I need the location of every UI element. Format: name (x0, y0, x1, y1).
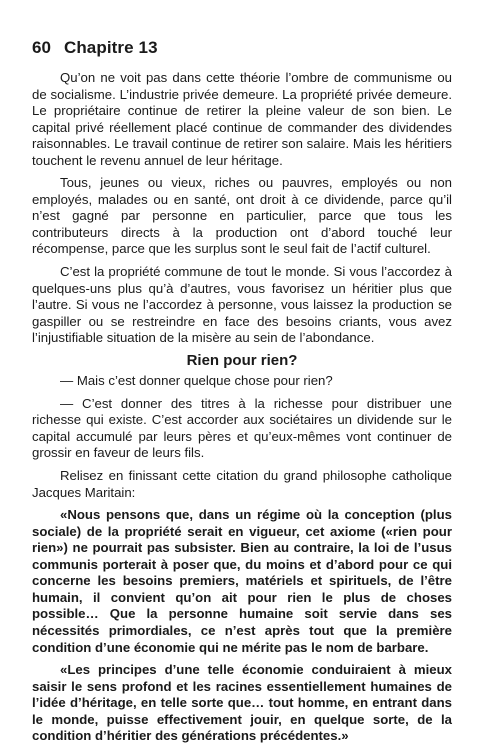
paragraph: Qu’on ne voit pas dans cette théorie l’ombre de communisme ou de socialisme. L’industrie privée demeure. La propriété privée demeure. Le propriétaire continue de retirer la pleine valeur de son bien. Le capital privé réellement placé continue de commander des dividendes raisonnables. Le travail continue de retirer son salaire. Mais les héritiers touchent le revenu annuel de leur héritage. (32, 70, 452, 168)
running-header (32, 38, 158, 58)
page-number: 60 (32, 38, 52, 57)
paragraph: C’est la propriété commune de tout le monde. Si vous l’accordez à quelques-uns plus qu’à d’autres, vous favorisez un héritier plus que l’autre. Si vous ne l’accordez à personne, vous laissez la production se gaspiller ou se restreindre en face des besoins criants, vous avez l’injustifiable situation de la misère au sein de l’abondance. (32, 264, 452, 346)
block-quote: «Nous pensons que, dans un régime où la conception (plus sociale) de la propriété serait en vigueur, cet axiome («rien pour rien») ne pourrait pas subsister. Bien au contraire, la loi de l’usus communis porterait à poser que, du moins et d’abord pour ce qui concerne les besoins premiers, matériels et spirituels, de l’être humain, il convient qu’on ait pour rien le plus de choses possible… Que la personne humaine soit servie dans ses nécessités primordiales, ce n’est après tout que la première condition d’une économie qui ne mérite pas le nom de barbare. (32, 507, 452, 655)
page-body (32, 70, 452, 751)
block-quote: «Les principes d’une telle économie conduiraient à mieux saisir le sens profond et les racines essentiellement humaines de l’idée d’héritage, en telle sorte que… tout homme, en entrant dans le monde, puisse effectivement jouir, en quelque sorte, de la condition d’héritier des générations précédentes.» (32, 662, 452, 744)
dialogue-line: — C’est donner des titres à la richesse pour distribuer une richesse qui existe. C’est accorder aux sociétaires un dividende sur le capital accumulé par leurs pères et qu’eux-mêmes vont continuer de grossir en faveur de leurs fils. (32, 395, 452, 461)
paragraph: Tous, jeunes ou vieux, riches ou pauvres, employés ou non employés, malades ou en santé, ont droit à ce dividende, parce qu’il n’est gagné par personne en particulier, parce que tous les contributeurs directs à la production ont d’abord touché leur récompense, parce que les surplus sont le seul fait de l’actif culturel. (32, 175, 452, 257)
section-heading: Rien pour rien? (186, 351, 298, 369)
dialogue-line: — Mais c’est donner quelque chose pour rien? (60, 373, 333, 389)
paragraph: Relisez en finissant cette citation du grand philosophe catholique Jacques Maritain: (32, 468, 452, 500)
chapter-title: Chapitre 13 (63, 38, 158, 57)
